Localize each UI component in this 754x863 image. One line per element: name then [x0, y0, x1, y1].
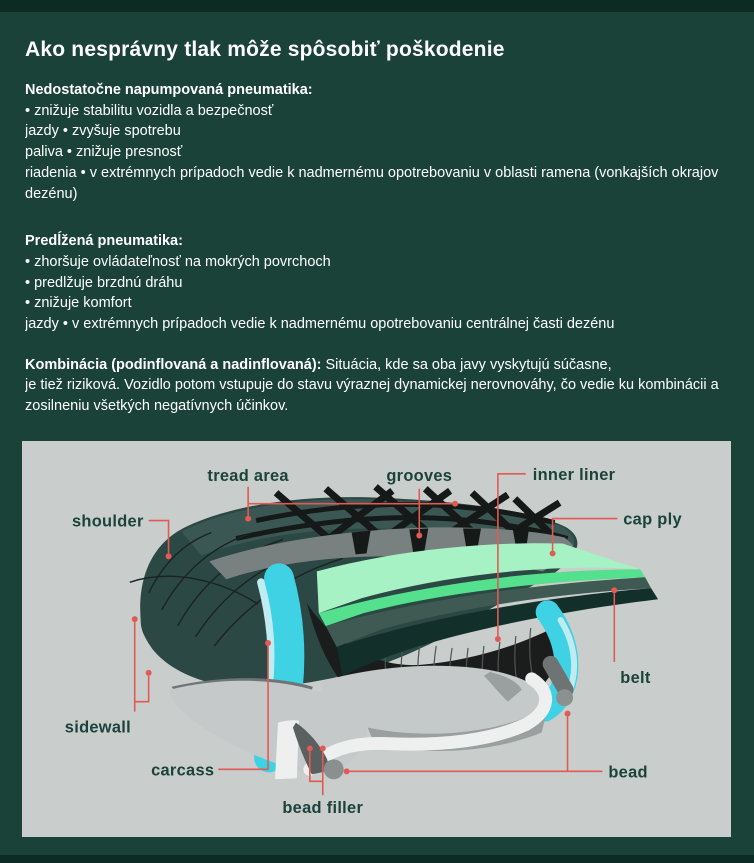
body-line: zosilneniu všetkých negatívnych účinkov.: [25, 398, 289, 415]
body-line: • znižuje komfort: [25, 295, 132, 312]
label-tread-area: tread area: [207, 466, 289, 485]
body-line: • predlžuje brzdnú dráhu: [25, 274, 183, 291]
body-line: • zhoršuje ovládateľnosť na mokrých povrchoch: [25, 253, 331, 270]
section-combination: [25, 355, 729, 417]
body-line: dezénu): [25, 185, 78, 202]
label-belt: belt: [620, 668, 651, 687]
tire-cutaway-illustration: [22, 441, 731, 837]
wheel-rim: [170, 666, 548, 780]
body-line: jazdy • zvyšuje spotrebu: [25, 123, 181, 140]
label-inner-liner: inner liner: [532, 465, 616, 484]
label-bead-filler: bead filler: [282, 798, 364, 817]
section-overinflated: [25, 231, 729, 335]
body-line: je tiež riziková. Vozidlo potom vstupuje do stavu výraznej dynamickej nerovnováhy, čo vedie ku kombinácii a: [25, 377, 719, 394]
section-heading-inline: Kombinácia (podinflovaná a nadinflovaná):: [25, 356, 322, 373]
label-shoulder: shoulder: [72, 512, 144, 531]
bead-core-right: [556, 689, 573, 706]
section-heading: Nedostatočne napumpovaná pneumatika:: [25, 82, 313, 98]
label-bead: bead: [608, 763, 648, 782]
section-heading: Predĺžená pneumatika:: [25, 233, 183, 250]
body-line: • znižuje stabilitu vozidla a bezpečnosť: [25, 102, 274, 119]
body-text: Situácia, kde sa oba javy vyskytujú súčasne,: [325, 356, 612, 373]
bead-core: [324, 759, 344, 779]
body-line: [25, 355, 729, 376]
label-grooves: grooves: [386, 466, 453, 485]
body-line: jazdy • v extrémnych prípadoch vedie k nadmernému opotrebovaniu centrálnej časti dezénu: [25, 316, 615, 333]
body-line: riadenia • v extrémnych prípadoch vedie k nadmernému opotrebovaniu v oblasti ramena (vonkajších okrajov: [25, 164, 719, 181]
body-line: paliva • znižuje presnosť: [25, 144, 183, 161]
bottom-bar: [0, 855, 754, 863]
section-underinflated: [25, 80, 729, 204]
label-sidewall: sidewall: [64, 718, 132, 737]
label-carcass: carcass: [151, 761, 215, 780]
tire-diagram-card: [22, 441, 731, 837]
label-cap-ply: cap ply: [623, 510, 682, 529]
page-title: Ako nesprávny tlak môže spôsobiť poškodenie: [25, 38, 505, 61]
